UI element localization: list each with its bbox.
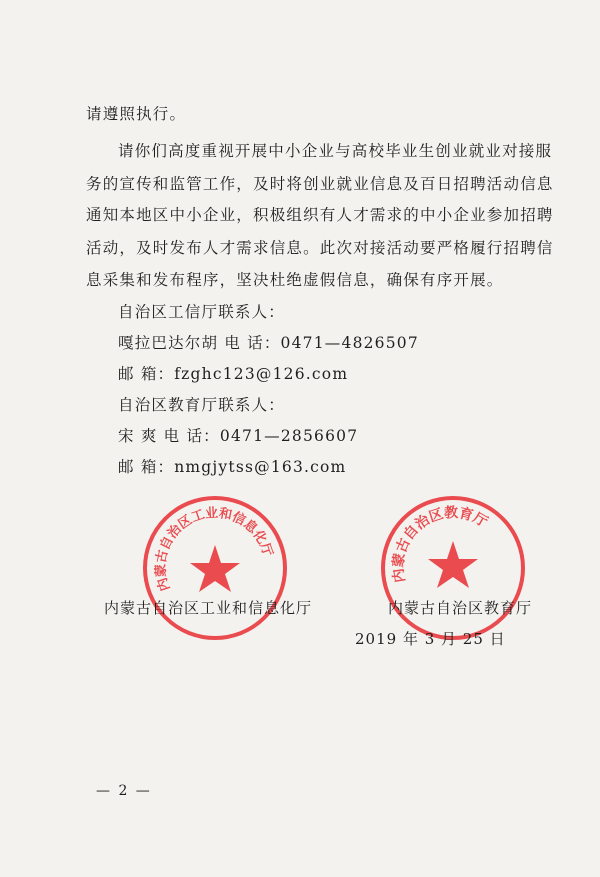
closing-line: 请遵照执行。: [86, 105, 187, 123]
seal1-text: 内蒙古自治区工业和信息化厅: [153, 505, 275, 593]
signing-org-jyt: 内蒙古自治区教育厅: [388, 599, 533, 617]
gxt-contact-title: 自治区工信厅联系人：: [118, 303, 286, 321]
signing-org-gxt: 内蒙古自治区工业和信息化厅: [104, 599, 313, 617]
page-number: — 2 —: [96, 783, 152, 799]
seal1-star: [190, 545, 240, 592]
body-paragraph-line-4: 活动，及时发布人才需求信息。此次对接活动要严格履行招聘信: [86, 239, 554, 257]
seal2-text: 内蒙古自治区教育厅: [390, 504, 491, 584]
body-paragraph-line-2: 务的宣传和监管工作，及时将创业就业信息及百日招聘活动信息: [86, 175, 554, 193]
gxt-contact-email: 邮 箱：fzghc123@126.com: [118, 365, 349, 383]
body-paragraph-line-5: 息采集和发布程序，坚决杜绝虚假信息，确保有序开展。: [86, 271, 504, 289]
body-paragraph-line-1: 请你们高度重视开展中小企业与高校毕业生创业就业对接服: [118, 142, 553, 160]
issue-date: 2019 年 3 月 25 日: [355, 630, 506, 648]
jyt-contact-title: 自治区教育厅联系人：: [118, 396, 286, 414]
gxt-contact-person: 嘎拉巴达尔胡 电 话：0471—4826507: [118, 334, 419, 352]
jyt-contact-email: 邮 箱：nmgjytss@163.com: [118, 458, 347, 476]
jyt-official-seal: [378, 493, 528, 643]
jyt-contact-person: 宋 爽 电 话：0471—2856607: [118, 427, 359, 445]
body-paragraph-line-3: 通知本地区中小企业，积极组织有人才需求的中小企业参加招聘: [86, 206, 554, 224]
seal2-star: [428, 541, 478, 588]
gxt-official-seal: [140, 493, 290, 643]
